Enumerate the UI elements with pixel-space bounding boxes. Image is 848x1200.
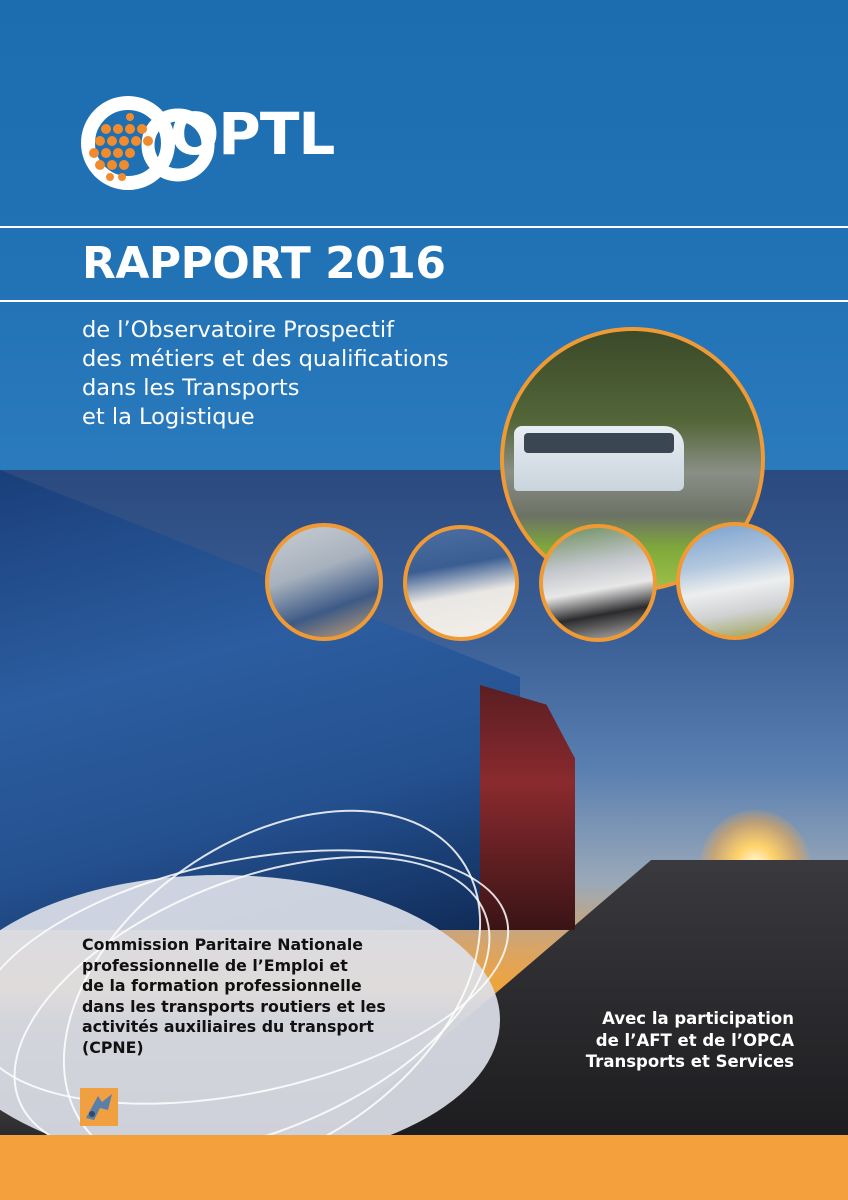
- title-rule-bottom: [0, 300, 848, 302]
- title-rule-top: [0, 226, 848, 228]
- participation-line: Transports et Services: [585, 1052, 794, 1071]
- delivery-van-photo: [676, 522, 794, 640]
- logo-wordmark: OPTL: [170, 100, 335, 168]
- warehouse-worker-photo: [403, 525, 519, 641]
- cpne-line: Commission Paritaire Nationale: [82, 935, 363, 954]
- movers-photo: [265, 523, 383, 641]
- report-title: RAPPORT 2016: [82, 238, 446, 289]
- report-subtitle: [82, 316, 522, 432]
- subtitle-line: dans les Transports: [82, 375, 300, 401]
- subtitle-line: et la Logistique: [82, 404, 255, 430]
- participation-line: de l’AFT et de l’OPCA: [595, 1030, 794, 1050]
- cpne-logo-icon: [80, 1088, 118, 1126]
- subtitle-line: des métiers et des qualifications: [82, 346, 449, 372]
- cpne-line: (CPNE): [82, 1037, 144, 1057]
- bottom-orange-band: [0, 1135, 848, 1200]
- cpne-line: activités auxiliaires du transport: [82, 1017, 374, 1036]
- cpne-text: [82, 935, 442, 1058]
- bus-window-shape: [524, 433, 674, 453]
- participation-line: Avec la participation: [602, 1009, 794, 1028]
- subtitle-line: de l’Observatoire Prospectif: [82, 317, 395, 343]
- cpne-line: professionnelle de l’Emploi et: [82, 955, 348, 975]
- cpne-line: de la formation professionnelle: [82, 976, 362, 995]
- cpne-line: dans les transports routiers et les: [82, 996, 386, 1016]
- ambulance-crew-photo: [539, 524, 657, 642]
- participation-text: [586, 1008, 794, 1073]
